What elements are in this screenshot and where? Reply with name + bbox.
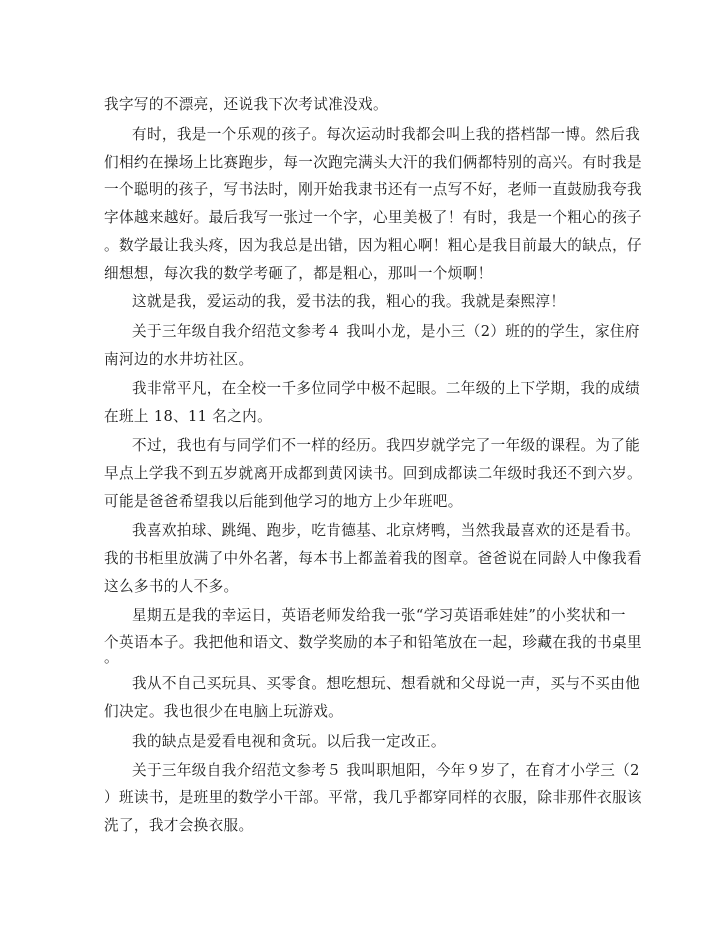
text-line: 我从不自己买玩具、买零食。想吃想玩、想看就和父母说一声，买与不买由他 [132,675,641,692]
text-line: 细想想，每次我的数学考砸了，都是粗心，那叫一个烦啊！ [104,265,493,282]
text-line: 我喜欢拍球、跳绳、跑步，吃肯德基、北京烤鸭，当然我最喜欢的还是看书。 [132,522,641,539]
text-line: ）班读书，是班里的数学小干部。平常，我几乎都穿同样的衣服，除非那件衣服该 [104,789,642,806]
text-line: 这就是我，爱运动的我，爱书法的我，粗心的我。我就是秦熙淳！ [132,293,566,310]
text-line: 关于三年级自我介绍范文参考４ 我叫小龙，是小三（2）班的的学生，家住府 [132,323,640,340]
text-line: 关于三年级自我介绍范文参考５ 我叫职旭阳，今年９岁了，在育才小学三（2 [132,762,640,779]
text-line: 南河边的水井坊社区。 [104,351,254,368]
text-line: 在班上 18、11 名之内。 [104,408,273,425]
text-line: 们相约在操场上比赛跑步，每一次跑完满头大汗的我们俩都特别的高兴。有时我是 [104,154,642,171]
text-line: 有时，我是一个乐观的孩子。每次运动时我都会叫上我的搭档郜一博。然后我 [132,126,641,143]
text-line: 洗了，我才会换衣服。 [104,817,254,834]
text-line: 可能是爸爸希望我以后能到他学习的地方上少年班吧。 [104,493,463,510]
text-line: 。 [104,649,119,666]
text-line: 不过，我也有与同学们不一样的经历。我四岁就学完了一年级的课程。为了能 [132,437,641,454]
text-line: 个英语本子。我把他和语文、数学奖励的本子和铅笔放在一起，珍藏在我的书桌里 [104,634,642,651]
text-line: 。数学最让我头疼，因为我总是出错，因为粗心啊！粗心是我目前最大的缺点，仔 [104,237,642,254]
text-line: 我非常平凡，在全校一千多位同学中极不起眼。二年级的上下学期，我的成绩 [132,380,641,397]
text-line: 一个聪明的孩子，写书法时，刚开始我隶书还有一点写不好，老师一直鼓励我夸我 [104,181,642,198]
text-line: 们决定。我也很少在电脑上玩游戏。 [104,703,344,720]
text-line: 我字写的不漂亮，还说我下次考试准没戏。 [104,96,388,113]
text-line: 这么多书的人不多。 [104,578,239,595]
text-line: 我的书柜里放满了中外名著，每本书上都盖着我的图章。爸爸说在同龄人中像我看 [104,550,642,567]
text-line: 我的缺点是爱看电视和贪玩。以后我一定改正。 [132,733,446,750]
text-line: 早点上学我不到五岁就离开成都到黄冈读书。回到成都读二年级时我还不到六岁。 [104,465,642,482]
text-line: 星期五是我的幸运日，英语老师发给我一张“学习英语乖娃娃”的小奖状和一 [132,607,626,624]
text-line: 字体越来越好。最后我写一张过一个字，心里美极了！有时，我是一个粗心的孩子 [104,209,642,226]
